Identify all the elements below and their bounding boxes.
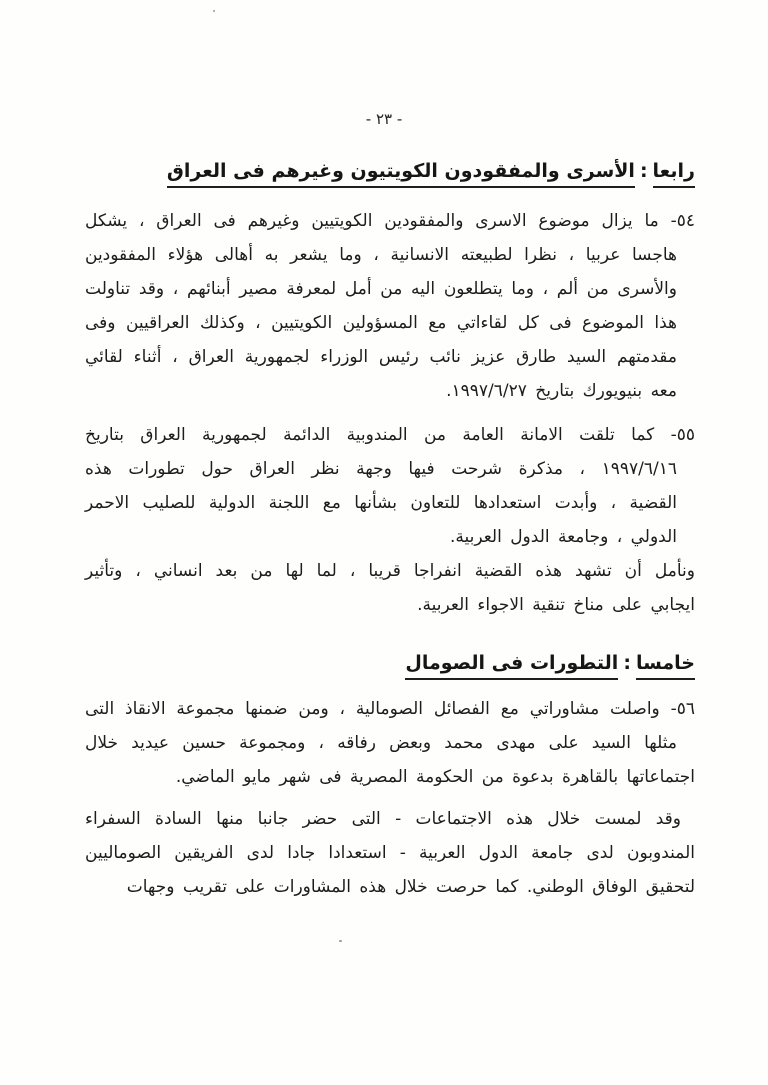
page-number: - ٢٣ - xyxy=(365,110,403,128)
paragraph-line: مثلها السيد على مهدى محمد وبعض رفاقه ، ومجموعة حسين عيديد خلال xyxy=(85,733,677,753)
paragraph-line: ٥٦- واصلت مشاوراتي مع الفصائل الصومالية ، ومن ضمنها مجموعة الانقاذ التى xyxy=(85,699,695,719)
paragraph-line: القضية ، وأبدت استعدادها للتعاون بشأنها مع اللجنة الدولية للصليب الاحمر xyxy=(85,493,677,513)
heading-label: خامسا xyxy=(636,652,695,680)
heading-label: رابعا xyxy=(653,160,695,188)
paragraph-line: هاجسا عربيا ، نظرا لطبيعته الانسانية ، وما يشعر به أهالى هؤلاء المفقودين xyxy=(85,245,677,265)
paragraph-line: ١٩٩٧/٦/١٦ ، مذكرة شرحت فيها وجهة نظر العراق حول تطورات هذه xyxy=(85,459,677,479)
paragraph-line: ٥٥- كما تلقت الامانة العامة من المندوبية الدائمة لجمهورية العراق بتاريخ xyxy=(85,425,695,445)
paragraph-line: ايجابي على مناخ تنقية الاجواء العربية. xyxy=(417,595,695,615)
paragraph-line: مقدمتهم السيد طارق عزيز نائب رئيس الوزراء لجمهورية العراق ، أثناء لقائي xyxy=(85,347,677,367)
heading-title: التطورات فى الصومال xyxy=(405,652,618,680)
paragraph-line: لتحقيق الوفاق الوطني. كما حرصت خلال هذه المشاورات على تقريب وجهات xyxy=(126,877,695,897)
scan-speck xyxy=(339,940,342,942)
scan-speck xyxy=(213,10,215,12)
paragraph-line: الدولي ، وجامعة الدول العربية. xyxy=(449,527,677,547)
paragraph-line: والأسرى من ألم ، وما يتطلعون اليه من أمل لمعرفة مصير أبنائهم ، وقد تناولت xyxy=(85,279,677,299)
paragraph-hope xyxy=(85,554,695,622)
section-heading-fourth xyxy=(85,160,695,182)
paragraph-56 xyxy=(85,692,695,794)
paragraph-consultations xyxy=(85,802,695,904)
paragraph-line: ونأمل أن تشهد هذه القضية انفراجا قريبا ، لما لها من بعد انساني ، وتأثير xyxy=(85,561,695,581)
section-heading-fifth xyxy=(85,652,695,674)
heading-title: الأسرى والمفقودون الكويتيون وغيرهم فى العراق xyxy=(167,160,635,188)
heading-colon: : xyxy=(639,160,648,182)
paragraph-55 xyxy=(85,418,695,554)
paragraph-line: ٥٤- ما يزال موضوع الاسرى والمفقودين الكويتيين وغيرهم فى العراق ، يشكل xyxy=(85,211,695,231)
paragraph-line: اجتماعاتها بالقاهرة بدعوة من الحكومة المصرية فى شهر مايو الماضي. xyxy=(175,767,695,787)
paragraph-54 xyxy=(85,204,695,408)
heading-colon: : xyxy=(623,652,631,674)
paragraph-line: هذا الموضوع فى كل لقاءاتي مع المسؤولين الكويتيين ، وكذلك العراقيين وفى xyxy=(85,313,677,333)
paragraph-line: معه بنيويورك بتاريخ ١٩٩٧/٦/٢٧. xyxy=(446,381,677,401)
paragraph-line: وقد لمست خلال هذه الاجتماعات - التى حضر جانبا منها السادة السفراء xyxy=(85,809,681,829)
paragraph-line: المندوبون لدى جامعة الدول العربية - استعدادا جادا لدى الفريقين الصوماليين xyxy=(85,843,695,863)
